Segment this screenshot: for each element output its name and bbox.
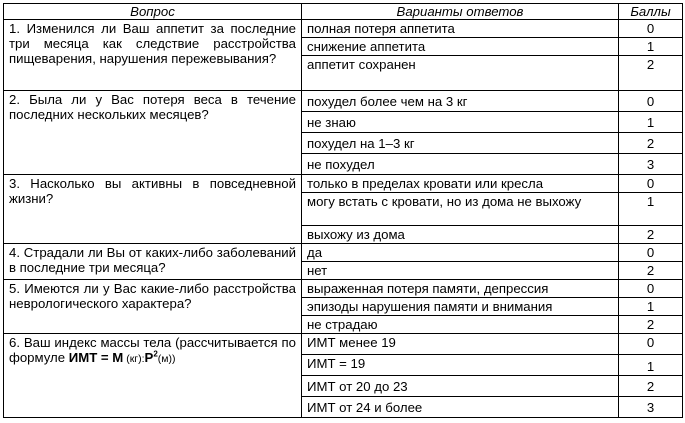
table-row [4,91,683,112]
option-score: 1 [619,38,683,56]
option-label: не знаю [302,112,619,133]
option-score: 1 [619,298,683,316]
header-options: Варианты ответов [302,4,619,20]
option-score: 3 [619,397,683,418]
option-score: 0 [619,91,683,112]
option-score: 0 [619,334,683,355]
question-3: 3. Насколько вы активны в повседневной жизни? [4,175,302,244]
question-2: 2. Была ли у Вас потеря веса в течение последних нескольких месяцев? [4,91,302,175]
question-6-text: 6. Ваш индекс массы тела (рассчитывается по формуле [9,335,296,365]
option-score: 0 [619,20,683,38]
option-score: 2 [619,316,683,334]
header-row [4,4,683,20]
option-label: ИМТ от 20 до 23 [302,376,619,397]
option-score: 0 [619,175,683,193]
option-label: нет [302,262,619,280]
option-label: ИМТ от 24 и более [302,397,619,418]
option-score: 2 [619,133,683,154]
bmi-height: Р [144,350,154,365]
option-score: 3 [619,154,683,175]
option-label: выраженная потеря памяти, депрессия [302,280,619,298]
option-score: 1 [619,355,683,376]
header-question: Вопрос [4,4,302,20]
question-6 [4,334,302,418]
option-label: ИМТ менее 19 [302,334,619,355]
table-row [4,280,683,298]
option-label: снижение аппетита [302,38,619,56]
option-label: похудел на 1–3 кг [302,133,619,154]
option-label: да [302,244,619,262]
option-label: не похудел [302,154,619,175]
questionnaire-table [3,3,683,418]
question-4: 4. Страдали ли Вы от каких-либо заболеваний в последние три месяца? [4,244,302,280]
option-label: ИМТ = 19 [302,355,619,376]
bmi-unit-kg: (кг): [123,353,145,365]
option-score: 2 [619,226,683,244]
option-score: 0 [619,244,683,262]
option-score: 1 [619,193,683,226]
bmi-exponent: 2 [153,349,158,359]
option-label: только в пределах кровати или кресла [302,175,619,193]
option-score: 2 [619,56,683,91]
option-label: не страдаю [302,316,619,334]
table-row [4,20,683,38]
option-label: похудел более чем на 3 кг [302,91,619,112]
option-score: 0 [619,280,683,298]
option-score: 2 [619,262,683,280]
table-row [4,334,683,355]
option-label: аппетит сохранен [302,56,619,91]
option-label: полная потеря аппетита [302,20,619,38]
question-1: 1. Изменился ли Ваш аппетит за последние три месяца как следствие расстройства пищеварения, нарушения пережевывания? [4,20,302,91]
bmi-unit-m: (м)) [157,353,176,365]
option-label: эпизоды нарушения памяти и внимания [302,298,619,316]
option-label: выхожу из дома [302,226,619,244]
option-label: могу встать с кровати, но из дома не выхожу [302,193,619,226]
option-score: 2 [619,376,683,397]
table-row [4,244,683,262]
header-score: Баллы [619,4,683,20]
option-score: 1 [619,112,683,133]
bmi-formula: ИМТ = М [68,350,124,365]
question-5: 5. Имеются ли у Вас какие-либо расстройства неврологического характера? [4,280,302,334]
table-row [4,175,683,193]
